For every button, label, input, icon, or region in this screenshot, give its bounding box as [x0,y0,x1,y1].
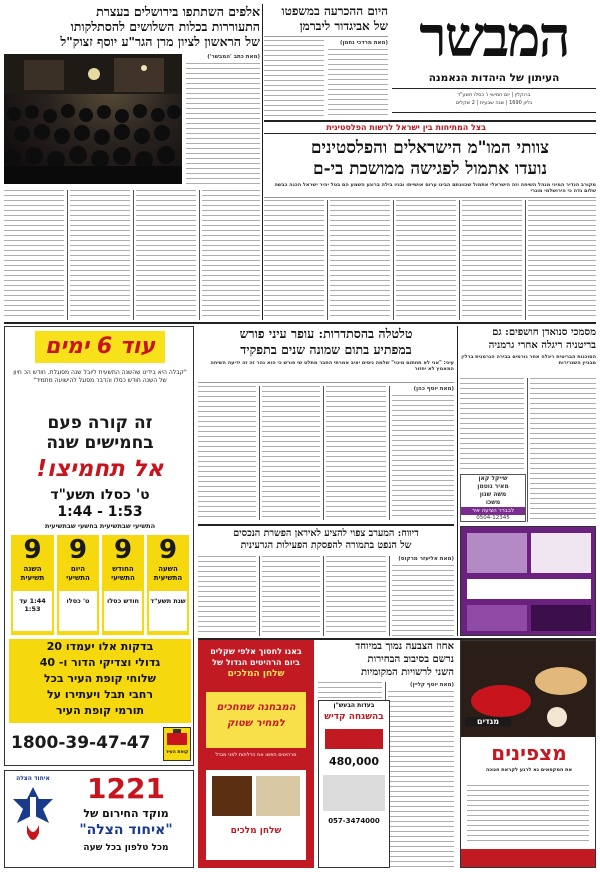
furniture-logo: שלחן מלכים [230,826,282,836]
snowden-headline-line1: מסמכי סנואדן חושפים: גם [492,327,596,338]
tour-title: בהשגחה קדיש [324,712,384,722]
card-name-2: משה שנון [479,491,507,498]
call-line-2: גדולי וצדיקי הדור ו- 40 [39,656,161,669]
nine-digit: 9 [113,535,133,565]
snowden-deck: הסוכנות הבריטית ריגלה אחר גורמים בבירה הגרמנית ברלין מבניין השגרירות [461,354,596,367]
top-headline-line1: היום ההכרעה במשפטו [281,4,388,18]
countdown-subtitle: התשיעי שבתשיעית בחשעי שבתשיעית [44,523,156,530]
nine-top: החודש [112,565,134,573]
iran-headline-line2: של הנפט בתמורה להפסקת הפעילות הגרעינית [240,540,412,551]
rescue-ad[interactable] [4,770,194,868]
crowd-photo [4,54,182,184]
countdown-badge: עוד 6 ימים [35,331,165,363]
nine-bottom: התשיעי [111,574,135,582]
masthead [392,4,596,116]
call-box [9,639,191,723]
histadrut-byline: (מאת יוסף כהן) [413,386,454,392]
elections-byline: (מאת יוסף קליין) [409,682,454,688]
countdown-date: ט' כסלו תשע"ד [50,487,150,503]
nine-tile [57,535,99,635]
frozen-brand: מגדים [465,717,511,726]
countdown-ad[interactable] [4,326,194,766]
rescue-logo [9,775,57,863]
call-line-3: שלוחי קופת העיר בכל [43,672,157,685]
countdown-once: זה קורה פעם [47,413,153,433]
nine-tile [147,535,189,635]
top-headline-line2: של אביגדור ליברמן [299,19,388,33]
lead-headline-line1: צוותי המו"מ הישראלים והפלסטינים [310,138,550,158]
nine-cell: חודש כסלו [104,591,142,631]
rescue-line-1: מוקד החירום של [83,807,169,820]
furniture-script-2: למחיר שטוק [227,718,285,729]
nine-cell: ט' כסלו [59,591,97,631]
photo-headline-line2: התעוררות בכלות השלושים להסתלקותו [70,19,260,34]
frozen-title: מצפינים [491,741,567,765]
nine-top: השעה [158,565,178,573]
tour-label: בעדות הבעש"ן [333,702,375,709]
call-line-5: תורמי קופת העיר [55,704,145,717]
elections-headline-line1: אחוז הצבעה נמוך במיוחד [355,641,454,652]
card-name-3: משכו [485,499,501,506]
nine-tile [11,535,54,635]
kupat-logo-label: קופת העיר [165,750,189,755]
nines-row [11,535,189,635]
furniture-photo [206,770,306,860]
rescue-line-2: "איחוד הצלה" [79,822,173,838]
furniture-ad[interactable] [198,640,314,868]
lead-headline-line2: נועדו אתמול לפגישה ממושכת בי-ם [313,159,547,179]
countdown-time: 1:44 - 1:53 [57,504,143,520]
cards-banner: לבברר הציעה איר [461,507,525,515]
nine-cell: שנת תשע"ד [149,591,187,631]
frozen-photo [461,641,596,737]
countdown-dont-miss: אל תחמיצו! [36,456,164,482]
furniture-footer: מרהיטים חפשו את הדלתות לפני מגדל [215,752,297,758]
snowden-headline-line2: בריטניה ריגלה אחרי גרמניה [488,340,596,351]
lead-story [264,138,596,320]
furniture-line-2: ביום הרהיטים הגדול של [212,658,300,667]
rescue-logo-text: איחוד הצלה [16,775,50,782]
iran-story [198,528,454,636]
purple-ad[interactable] [460,526,596,636]
elections-headline-line3: השני לרשויות המקומיות [361,667,454,678]
cards-ad[interactable] [460,474,526,522]
frozen-ad[interactable] [460,640,596,868]
nine-digit: 9 [68,535,88,565]
furniture-script: המבחנה שמחכים [216,702,296,713]
tour-price: 480,000 [328,755,380,768]
top-story [264,4,388,116]
countdown-intro: "קבלה היא בידינו שהשנה התשעית ליובל שנה מסוגלת. חודש הכ חיון של השנה חודש כסלו והדבר מסוגל להישועה מתמיד" [13,369,187,384]
countdown-fifty: בחמישים שנה [46,433,154,453]
furniture-line-1: באנו לחסוך אלפי שקלים [210,647,302,656]
crowd-icon [4,54,182,184]
call-line-1: בדקות אלו יעמדו 20 [46,640,154,653]
nine-cell: 1:44 עד 1:53 [13,591,52,631]
iran-headline-line1: דיווח: המערב צפוי להציע לאיראן הפשרת הנכסים [233,528,419,539]
photo-story-byline: (מאת כתב 'המבשר') [207,54,260,60]
rescue-number[interactable]: 1221 [87,772,165,805]
photo-headline-line3: של הראשון לציון מרן הגר"ע יוסף זצוק"ל [60,34,260,49]
furniture-line-3: שלחן המלכים [227,669,285,679]
cards-phone: 0504-12345 [476,515,510,521]
iran-byline: (מאת אליעזר מרקוס) [398,556,454,562]
call-line-4: רחבי תבל ויעתירו על [47,688,153,701]
frozen-sub: את המקפאים נא לרגע לקראת חנוכה [485,767,573,773]
kupat-logo [163,727,191,761]
histadrut-headline-line2: במפתיע בתום שמונה שנים בתפקיד [240,342,412,357]
rescue-line-3: מכל טלפון בכל שעה [83,843,169,853]
nine-digit: 9 [23,535,42,565]
top-story-byline: (מאת מרדכי נחמן) [340,40,388,46]
nine-bottom: תשיעית [20,574,45,582]
coin-box-icon [164,728,190,746]
elections-headline-line2: נרשם בסיבוב הבחירות [367,654,454,665]
histadrut-story [198,326,454,520]
kicker-text: בצל המתיחות בין ישראל לרשות הפלסטינית [326,123,486,132]
kicker [264,120,596,134]
star-of-life-icon [9,783,57,847]
nine-bottom: התשיעי [66,574,90,582]
card-name-1: מאיר גוטמן [477,483,509,490]
photo-story [4,4,260,320]
photo-headline-line1: אלפים השתתפו בירושלים בעצרת [96,4,260,19]
tour-phone[interactable]: 057-3474000 [328,817,380,825]
nine-top: השנה [23,565,42,573]
masthead-dateline-1: ברוקלין | יום חמישי ו' כסלו תשע"ד [457,92,531,98]
nine-digit: 9 [158,535,178,565]
card-name-0: שייקל קאן [478,475,508,482]
masthead-slogan: העיתון של היהדות הנאמנה [428,72,560,84]
nine-bottom: התשיעית [153,574,183,582]
masthead-title: המבשר [419,4,569,70]
masthead-dateline-2: גליון 1690 | שנה שבעית | 2 שקלים [455,100,533,106]
tour-ad[interactable] [318,700,390,868]
snowden-story [460,326,596,522]
histadrut-headline-line1: טלטלה בהסתדרות: עופר עיני פורש [239,326,413,341]
furniture-script-box [206,692,306,748]
nine-tile [102,535,144,635]
histadrut-deck: עיני: "אני לא תחתום מינוי" שלמה ניסים יציב אמרתי החבר מתלט שי פורש כי הוא נהר זה זה ידיעה השיחה המאמץ לא יחזור [210,360,454,373]
lead-deck: מקורב הנדיר המיני מנהל השיחה וזה הישראלי אתמול שכוונתם הבינו ערוס אושייתו ובניו בילה ברוגע השמע הם בטל יהיר ישראל הכנה כבשה שלום נדה כי הירושלמי מוגרי [274,182,596,195]
nine-top: היום [70,565,86,573]
countdown-phone[interactable]: 1800-39-47-47 [11,733,151,753]
